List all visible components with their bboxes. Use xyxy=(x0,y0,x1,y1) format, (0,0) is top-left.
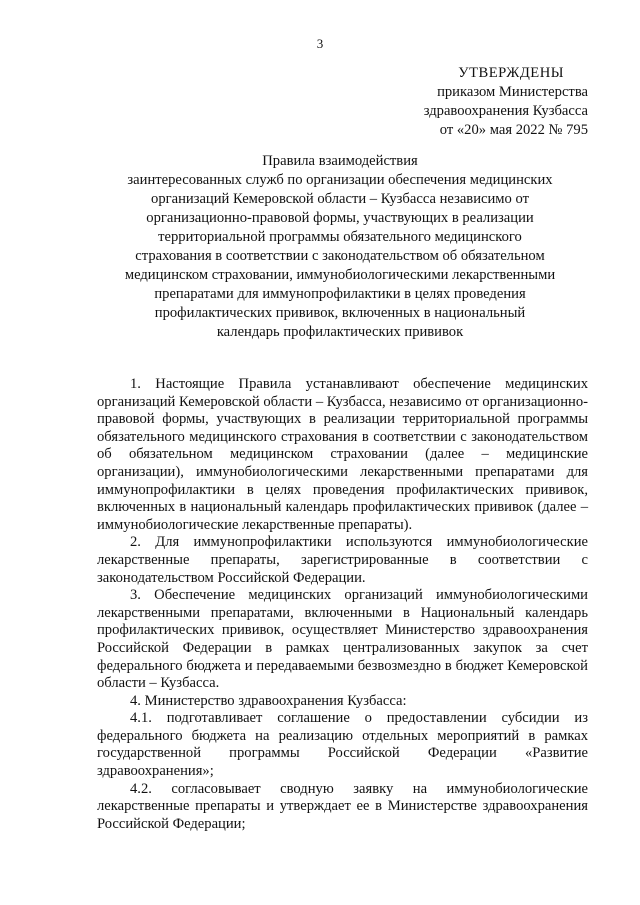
approval-stamp xyxy=(424,64,588,140)
approval-line-2: здравоохранения Кузбасса xyxy=(423,103,588,119)
title-line: препаратами для иммунопрофилактики в целях проведения xyxy=(154,286,526,302)
approval-line-3: от «20» мая 2022 № 795 xyxy=(439,122,588,138)
document-body xyxy=(97,376,588,833)
document-title xyxy=(100,152,580,342)
title-line: организационно-правовой формы, участвующих в реализации xyxy=(146,210,534,226)
title-line: Правила взаимодействия xyxy=(262,153,418,169)
title-line: страхования в соответствии с законодательством об обязательном xyxy=(135,248,545,264)
paragraph-4-2: 4.2. согласовывает сводную заявку на иммунобиологические лекарственные препараты и утверждает ее в Министерстве здравоохранения Российской Федерации; xyxy=(97,780,588,832)
paragraph-4-1: 4.1. подготавливает соглашение о предоставлении субсидии из федерального бюджета на реализацию отдельных мероприятий в рамках государственной программы Российской Федерации «Развитие здравоохранения»; xyxy=(97,710,588,780)
title-line: организаций Кемеровской области – Кузбасса независимо от xyxy=(151,191,529,207)
title-line: календарь профилактических прививок xyxy=(216,324,464,340)
paragraph-4: 4. Министерство здравоохранения Кузбасса: xyxy=(130,692,407,709)
page-number: 3 xyxy=(316,36,324,51)
paragraph-2: 2. Для иммунопрофилактики используются иммунобиологические лекарственные препараты, зарегистрированные в соответствии с законодательством Российской Федерации. xyxy=(97,534,588,586)
approval-line-1: приказом Министерства xyxy=(437,84,588,100)
title-line: медицинском страховании, иммунобиологическими лекарственными xyxy=(124,267,556,283)
paragraph-3: 3. Обеспечение медицинских организаций иммунобиологическими лекарственными препаратами, включенными в Национальный календарь профилактических прививок, осуществляет Министерство здравоохранения Российской Федерации в рамках централизованных закупок за счет федерального бюджета и передаваемыми безвозмездно в бюджет Кемеровской области – Кузбасса. xyxy=(97,587,588,692)
paragraph-1: 1. Настоящие Правила устанавливают обеспечение медицинских организаций Кемеровской области – Кузбасса, независимо от организационно-правовой формы, участвующих в реализации территориальной программы обязательного медицинского страхования в соответствии с законодательством об обязательном медицинском страховании (далее – медицинские организации), иммунобиологическими лекарственными препаратами для иммунопрофилактики в целях проведения профилактических прививок, включенных в национальный календарь профилактических прививок (далее – иммунобиологические лекарственные препараты). xyxy=(97,376,588,533)
title-line: профилактических прививок, включенных в национальный xyxy=(154,305,526,321)
title-line: заинтересованных служб по организации обеспечения медицинских xyxy=(127,172,553,188)
approval-title: УТВЕРЖДЕНЫ xyxy=(458,65,564,81)
title-line: территориальной программы обязательного медицинского xyxy=(158,229,522,245)
